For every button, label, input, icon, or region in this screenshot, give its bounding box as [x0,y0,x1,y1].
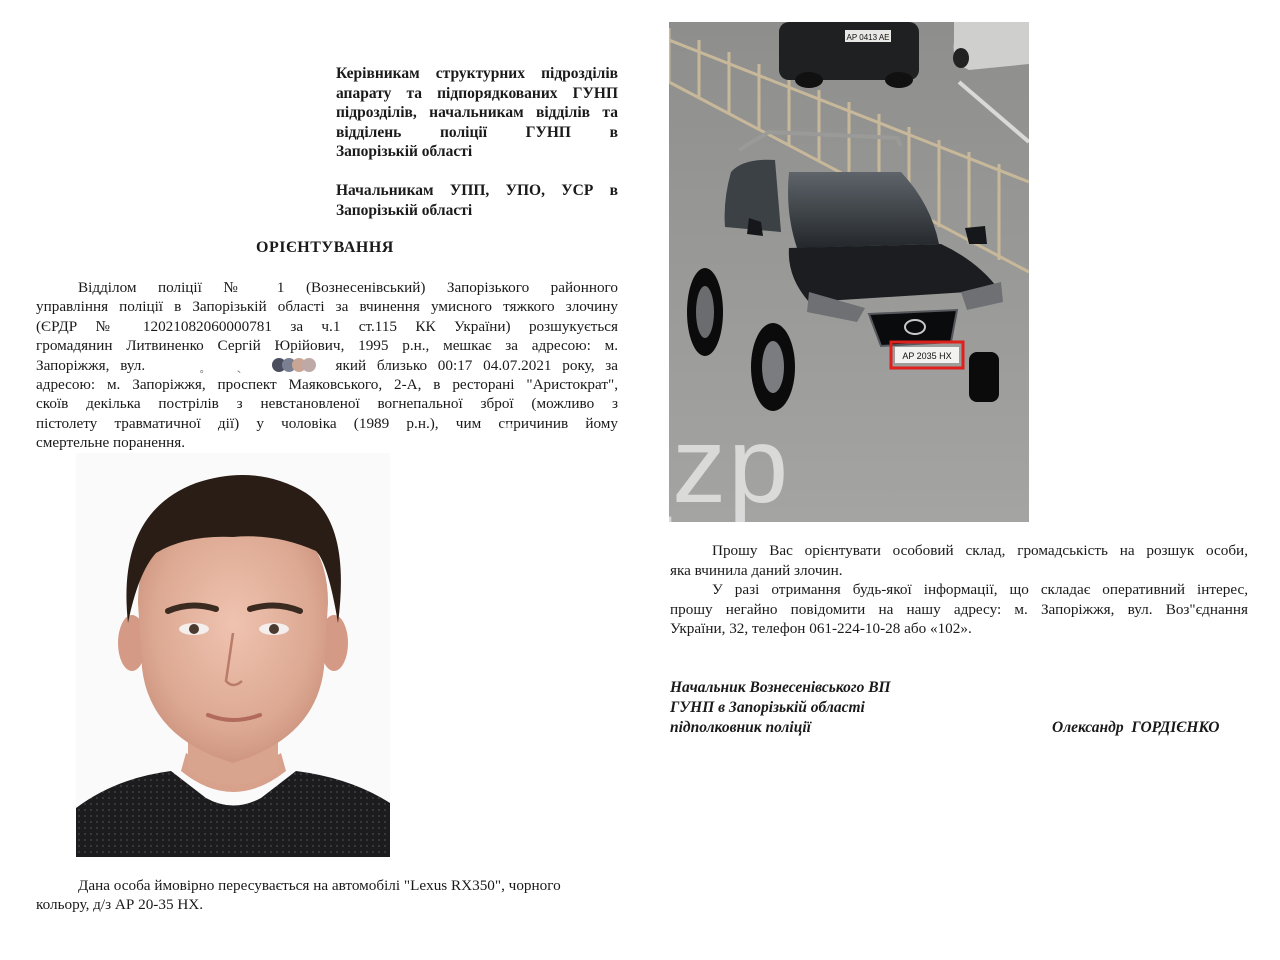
vehicle-note-line: кольору, д/з АР 20-35 НХ. [36,896,204,914]
body-line: управління поліції в Запорізькій області за вчинення умисного тяжкого злочину [36,298,618,316]
body-line: Відділом поліції № 1 (Вознесенівський) Запорізького районного [78,279,618,296]
addressee-line: Керівникам структурних підрозділів [336,65,618,82]
signature-block [670,678,891,738]
document-title: ОРІЄНТУВАННЯ [256,239,394,256]
addressee-line: підрозділів, начальникам відділів та [336,104,618,121]
vehicle-note-line: Дана особа ймовірно пересувається на автомобілі "Lexus RX350", чорного [78,877,561,894]
background-car-plate: AP 0413 AE [846,33,890,42]
request-line: України, 32, телефон 061-224-10-28 або «102». [670,620,972,637]
body-line: скоїв декілька пострілів з невстановленої вогнепальної зброї (можливо з [36,395,618,413]
body-line: (ЄРДР № 12021082060000781 за ч.1 ст.115 КК України) розшукується [36,317,618,335]
white-car [953,22,1029,70]
addressee-line: апарату та підпорядкованих ГУНП [336,84,618,102]
suspect-portrait-photo [76,453,390,857]
license-plate-text: AP 2035 HX [902,351,952,361]
signature-line: підполковник поліції [670,719,811,736]
request-line: яка вчинила даний злочин. [670,561,843,579]
addressee-line: Запорізькій області [336,201,473,219]
address-street-label: Запоріжжя, вул. [36,356,146,374]
watermark: its_zp [496,404,791,525]
request-line: У разі отримання будь-якої інформації, що складає оперативний інтерес, [712,581,1248,598]
body-line: смертельне поранення. [36,434,185,452]
request-line: прошу негайно повідомити на нашу адресу: м. Запоріжжя, вул. Воз"єднання [670,600,1248,618]
body-line: громадянин Литвиненко Сергій Юрійович, 1995 р.н., мешкає за адресою: м. [36,337,618,355]
body-line: пістолету травматичної дії) у чоловіка (1989 р.н.), чим спричинив йому [36,414,618,432]
signer-name: Олександр ГОРДІЄНКО [1052,719,1220,736]
portrait-illustration [76,453,390,857]
addressee-line: Запорізькій області [336,143,473,160]
request-block [670,541,1248,639]
addressee-line: відділень поліції ГУНП в [336,123,618,141]
addressee-line: Начальникам УПП, УПО, УСР в [336,182,618,199]
body-line: адресою: м. Запоріжжя, проспект Маяковського, 2-А, в ресторані "Аристократ", [36,376,618,394]
signature-line: ГУНП в Запорізькій області [670,699,865,716]
addressee-block-1 [336,64,618,162]
redaction-mark [274,357,314,374]
signature-line: Начальник Вознесенівського ВП [670,679,891,696]
background-car [779,22,919,88]
body-text: який близько 00:17 04.07.2021 року, за [335,356,619,374]
addressee-block-2 [336,181,618,220]
body-line-address: Запоріжжя, вул. ˳ ˎ який близько 00:17 04.07.2021 року, за [36,356,619,374]
request-line: Прошу Вас орієнтувати особовий склад, громадськість на розшук особи, [712,542,1248,559]
vehicle-note [36,876,618,915]
